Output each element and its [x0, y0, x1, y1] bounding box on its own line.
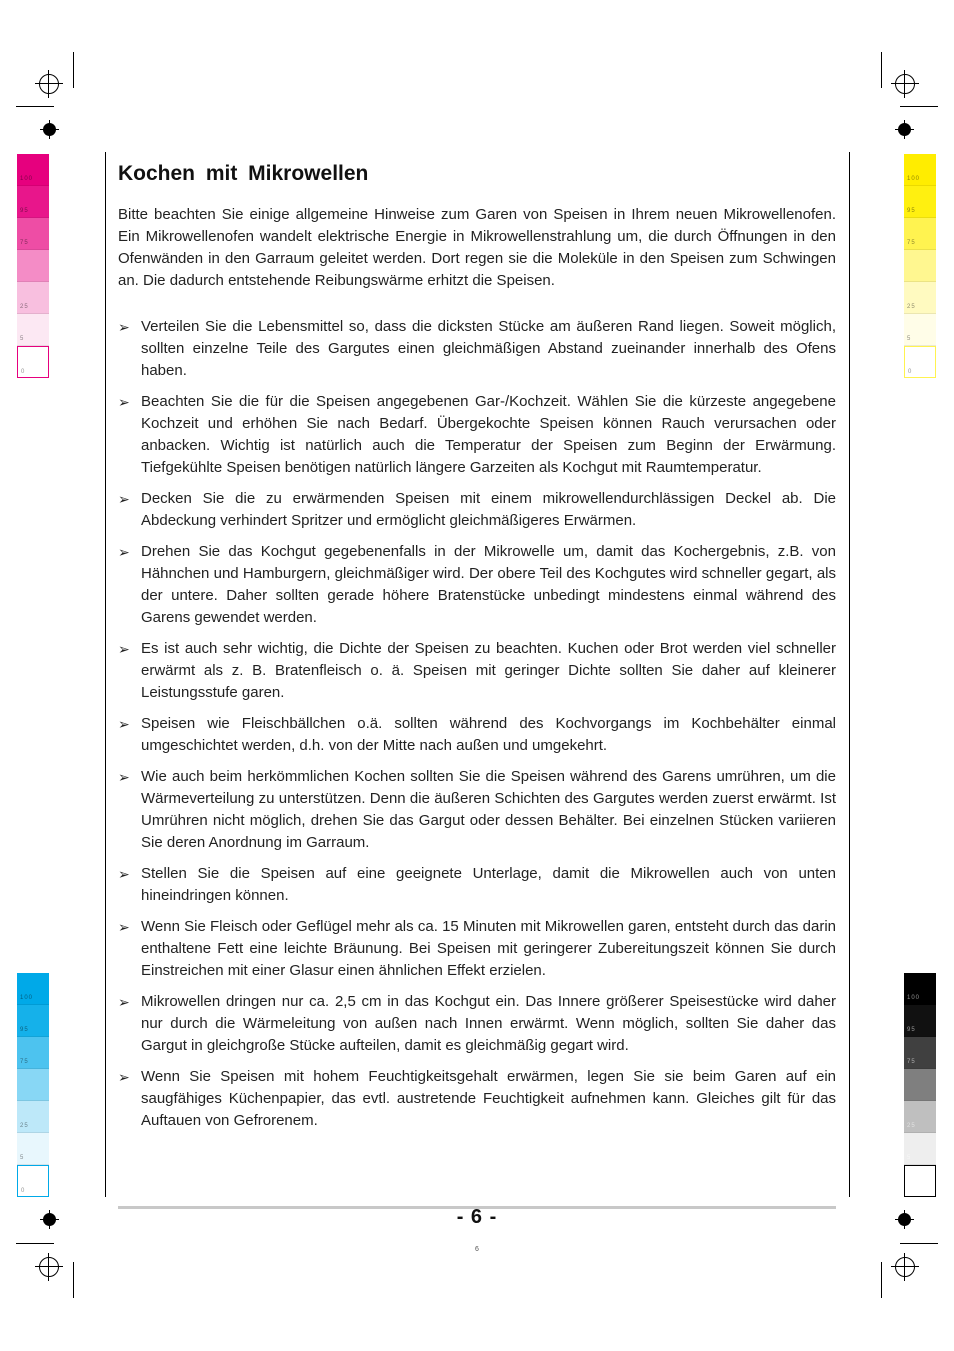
page-frame-right — [849, 152, 850, 1197]
page-content — [118, 158, 836, 1141]
color-swatch-label: 25 — [20, 1123, 29, 1129]
color-swatch-label: 100 — [20, 176, 34, 182]
color-swatch-label: 75 — [20, 240, 29, 246]
color-swatch — [17, 346, 49, 378]
hint-list — [118, 316, 836, 1132]
color-swatch-label: 25 — [20, 304, 29, 310]
crop-line — [900, 106, 938, 107]
list-item-text: Speisen wie Fleischbällchen o.ä. sollten während des Kochvorgangs im Kochbehälter einmal umgeschichtet werden, d.h. von der Mitte nach außen und umgekehrt. — [141, 715, 836, 754]
intro-paragraph: Bitte beachten Sie einige allgemeine Hinweise zum Garen von Speisen in Ihrem neuen Mikrowellenofen. Ein Mikrowellenofen wandelt elektrische Energie in Mikrowellenstrahlung um, die durch Öffnungen in den Ofenwänden in den Garraum geleitet werden. Dort regen sie die Moleküle in den Speisen zum Schwingen an. Die dadurch entstehende Reibungswärme erhitzt die Speisen. — [118, 206, 836, 289]
color-swatch — [904, 250, 936, 282]
color-swatch-label: 25 — [907, 1123, 916, 1129]
registration-mark-bottom-right — [891, 1253, 919, 1281]
color-swatch — [17, 186, 49, 218]
crop-line — [16, 1243, 54, 1244]
color-swatch — [904, 1005, 936, 1037]
color-swatch-label: 100 — [907, 176, 921, 182]
color-swatch-label: 0 — [21, 369, 26, 375]
crop-line — [73, 1262, 74, 1298]
list-item — [118, 316, 836, 382]
color-swatch-label: 75 — [907, 1059, 916, 1065]
arrow-bullet-icon: ➢ — [118, 919, 130, 935]
color-swatch — [904, 346, 936, 378]
arrow-bullet-icon: ➢ — [118, 491, 130, 507]
color-bar-magenta — [17, 154, 49, 378]
color-swatch-label: 25 — [907, 304, 916, 310]
color-swatch — [904, 1165, 936, 1197]
list-item — [118, 541, 836, 629]
color-swatch-label: 5 — [907, 336, 912, 342]
list-item-text: Stellen Sie die Speisen auf eine geeignete Unterlage, damit die Mikrowellen auch von unten hineindringen können. — [141, 865, 836, 904]
arrow-bullet-icon: ➢ — [118, 319, 130, 335]
color-swatch-label: 95 — [907, 1027, 916, 1033]
color-swatch — [904, 1133, 936, 1165]
list-item — [118, 638, 836, 704]
color-swatch — [904, 973, 936, 1005]
color-swatch-label: 100 — [907, 995, 921, 1001]
list-item-text: Beachten Sie die für die Speisen angegebenen Gar-/Kochzeit. Wählen Sie die kürzeste angegebene Kochzeit und erhöhen Sie nach Bedarf. Übergekochte Speisen können Rauch verursachen oder anbacken. Wichtig ist natürlich auch die Temperatur der Speisen zum Beginn der Erwärmung. Tiefgekühlte Speisen benötigen natürlich längere Garzeiten als Kochgut mit Raumtemperatur. — [141, 393, 836, 476]
list-item-text: Drehen Sie das Kochgut gegebenenfalls in der Mikrowelle um, damit das Kochergebnis, z.B. von Hähnchen und Hamburgern, gleichmäßiger wird. Der obere Teil des Kochgutes wird schneller gegart, als der untere. Daher sollten gerade höhere Bratenstücke unbedingt mindestens einmal während des Garens gewendet werden. — [141, 543, 836, 626]
list-item-text: Mikrowellen dringen nur ca. 2,5 cm in das Kochgut ein. Das Innere größerer Speisestücke wird daher nur durch die Wärmeleitung von außen nach Innen erwärmt. Wenn möglich, sollten Sie daher das Gargut in gleichgroße Stücke aufteilen, damit es gleichmäßig gegart wird. — [141, 993, 836, 1054]
color-swatch — [904, 314, 936, 346]
crop-line — [16, 106, 54, 107]
color-swatch — [904, 154, 936, 186]
crop-line — [881, 52, 882, 88]
color-bar-yellow — [904, 154, 936, 378]
list-item-text: Wenn Sie Speisen mit hohem Feuchtigkeitsgehalt erwärmen, legen Sie sie beim Garen auf ein saugfähiges Küchenpapier, das evtl. austretende Feuchtigkeit aufnehmen kann. Gleiches gilt für das Auftauen von Gefrorenem. — [141, 1068, 836, 1129]
color-swatch-label: 75 — [907, 240, 916, 246]
color-swatch-label: 100 — [20, 995, 34, 1001]
arrow-bullet-icon: ➢ — [118, 716, 130, 732]
color-swatch — [904, 1069, 936, 1101]
page-number-small: 6 — [475, 1246, 479, 1253]
list-item — [118, 1066, 836, 1132]
list-item-text: Es ist auch sehr wichtig, die Dichte der Speisen zu beachten. Kuchen oder Brot werden viel schneller erwärmt als z. B. Bratenfleisch o. ä. Speisen mit geringer Dichte sollten Sie daher auf kleinerer Leistungsstufe garen. — [141, 640, 836, 701]
color-swatch — [904, 218, 936, 250]
target-dot-top-left — [43, 123, 56, 136]
color-swatch — [17, 1037, 49, 1069]
color-swatch — [17, 1133, 49, 1165]
registration-mark-bottom-left — [35, 1253, 63, 1281]
arrow-bullet-icon: ➢ — [118, 1069, 130, 1085]
color-swatch — [17, 1101, 49, 1133]
color-swatch — [17, 218, 49, 250]
arrow-bullet-icon: ➢ — [118, 866, 130, 882]
arrow-bullet-icon: ➢ — [118, 544, 130, 560]
color-bar-cyan — [17, 973, 49, 1197]
crop-line — [73, 52, 74, 88]
color-swatch — [17, 1069, 49, 1101]
color-swatch-label: 0 — [21, 1188, 26, 1194]
arrow-bullet-icon: ➢ — [118, 994, 130, 1010]
crop-line — [881, 1262, 882, 1298]
color-swatch-label: 0 — [908, 1188, 913, 1194]
color-swatch — [904, 186, 936, 218]
color-swatch-label: 5 — [20, 336, 25, 342]
list-item-text: Wenn Sie Fleisch oder Geflügel mehr als ca. 15 Minuten mit Mikrowellen garen, entsteht durch das darin enthaltene Fett eine leichte Bräunung. Bei Speisen mit geringerer Zubereitungszeit können Sie durch Einstreichen mit einer Glasur einen ähnlichen Effekt erzielen. — [141, 918, 836, 979]
color-swatch — [904, 1037, 936, 1069]
list-item — [118, 391, 836, 479]
color-swatch — [17, 154, 49, 186]
color-swatch-label: 95 — [907, 208, 916, 214]
color-swatch — [17, 1165, 49, 1197]
crop-line — [900, 1243, 938, 1244]
list-item — [118, 713, 836, 757]
list-item — [118, 863, 836, 907]
registration-mark-top-left — [35, 70, 63, 98]
arrow-bullet-icon: ➢ — [118, 641, 130, 657]
color-swatch-label: 75 — [20, 1059, 29, 1065]
list-item-text: Wie auch beim herkömmlichen Kochen sollten Sie die Speisen während des Garens umrühren, um die Wärmeverteilung zu unterstützen. Denn die äußeren Schichten des Gargutes werden zuerst erwärmt. Ist Umrühren nicht möglich, drehen Sie das Gargut oder dessen Behälter. Bei einzelnen Stücken variieren Sie deren Anordnung im Garraum. — [141, 768, 836, 851]
color-swatch-label: 95 — [20, 1027, 29, 1033]
color-swatch-label: 95 — [20, 208, 29, 214]
list-item-text: Verteilen Sie die Lebensmittel so, dass die dicksten Stücke am äußeren Rand liegen. Soweit möglich, sollten einzelne Teile des Gargutes einen gleichmäßigen Abstand zueinander innerhalb des Ofens haben. — [141, 318, 836, 379]
color-swatch-label: 5 — [20, 1155, 25, 1161]
color-swatch — [17, 282, 49, 314]
list-item — [118, 916, 836, 982]
list-item — [118, 991, 836, 1057]
arrow-bullet-icon: ➢ — [118, 394, 130, 410]
page-frame-left — [105, 152, 106, 1197]
color-swatch — [904, 282, 936, 314]
list-item — [118, 766, 836, 854]
list-item — [118, 488, 836, 532]
arrow-bullet-icon: ➢ — [118, 769, 130, 785]
list-item-text: Decken Sie die zu erwärmenden Speisen mit einem mikrowellendurchlässigen Deckel ab. Die Abdeckung verhindert Spritzer und ermöglicht gleichmäßigeres Erwärmen. — [141, 490, 836, 529]
color-swatch — [904, 1101, 936, 1133]
target-dot-top-right — [898, 123, 911, 136]
color-swatch — [17, 314, 49, 346]
color-swatch — [17, 250, 49, 282]
color-bar-black — [904, 973, 936, 1197]
color-swatch-label: 5 — [907, 1155, 912, 1161]
registration-mark-top-right — [891, 70, 919, 98]
color-swatch-label: 0 — [908, 369, 913, 375]
color-swatch — [17, 973, 49, 1005]
color-swatch — [17, 1005, 49, 1037]
page-number: - 6 - — [456, 1206, 498, 1228]
page-title: Kochen mit Mikrowellen — [118, 162, 369, 185]
